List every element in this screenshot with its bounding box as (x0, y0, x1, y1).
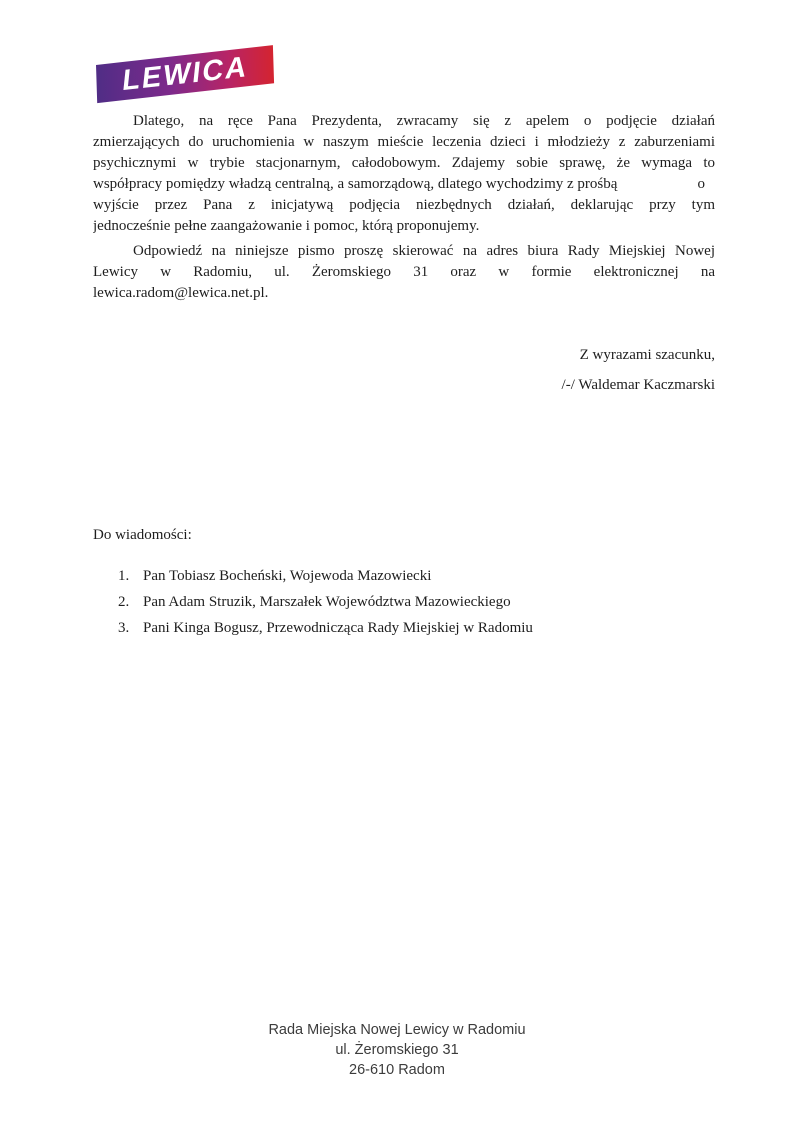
cc-list (93, 563, 715, 641)
letter-line: psychicznymi w trybie stacjonarnym, całodobowym. Zdajemy sobie sprawę, że wymaga to (93, 155, 715, 171)
cc-item (93, 615, 715, 641)
cc-item (93, 589, 715, 615)
paragraph-2 (93, 241, 715, 304)
letter-body (93, 111, 715, 396)
letter-line: zmierzających do uruchomienia w naszym mieście leczenia dzieci i młodzieży z zaburzeniami (93, 134, 715, 150)
footer-address (0, 1020, 794, 1080)
footer-postal-city: 26-610 Radom (349, 1062, 445, 1078)
cc-heading: Do wiadomości: (93, 527, 192, 543)
letter-line: Odpowiedź na niniejsze pismo proszę skierować na adres biura Rady Miejskiej Nowej (133, 243, 715, 259)
letter-line (93, 174, 715, 195)
letter-line-text: współpracy pomiędzy władzą centralną, a samorządową, dlatego wychodzimy z prośbą (93, 176, 618, 192)
cc-item-text: Pan Tobiasz Bocheński, Wojewoda Mazowiecki (143, 568, 432, 584)
cc-item-number: 1. (118, 568, 130, 584)
cc-item-number: 3. (118, 620, 130, 636)
footer-street: ul. Żeromskiego 31 (335, 1042, 459, 1058)
cc-item-number: 2. (118, 594, 130, 610)
letter-line: jednocześnie pełne zaangażowanie i pomoc, którą proponujemy. (93, 218, 480, 234)
email-address: lewica.radom@lewica.net.pl. (93, 285, 269, 301)
letter-line-tail: o (697, 176, 705, 192)
cc-section (93, 525, 715, 641)
cc-item-text: Pani Kinga Bogusz, Przewodnicząca Rady Miejskiej w Radomiu (143, 620, 533, 636)
cc-item (93, 563, 715, 589)
lewica-logo-text: LEWICA (120, 50, 250, 97)
lewica-logo (96, 45, 274, 103)
letter-line: Dlatego, na ręce Pana Prezydenta, zwracamy się z apelem o podjęcie działań (133, 113, 715, 129)
cc-item-text: Pan Adam Struzik, Marszałek Województwa Mazowieckiego (143, 594, 511, 610)
closing-phrase: Z wyrazami szacunku, (579, 347, 715, 363)
letter-line: Lewicy w Radomiu, ul. Żeromskiego 31 oraz w formie elektronicznej na (93, 264, 715, 280)
footer-org-name: Rada Miejska Nowej Lewicy w Radomiu (268, 1022, 526, 1038)
signature-name: /-/ Waldemar Kaczmarski (561, 377, 715, 393)
letter-line: wyjście przez Pana z inicjatywą podjęcia niezbędnych działań, deklarując przy tym (93, 197, 715, 213)
paragraph-1 (93, 111, 715, 237)
